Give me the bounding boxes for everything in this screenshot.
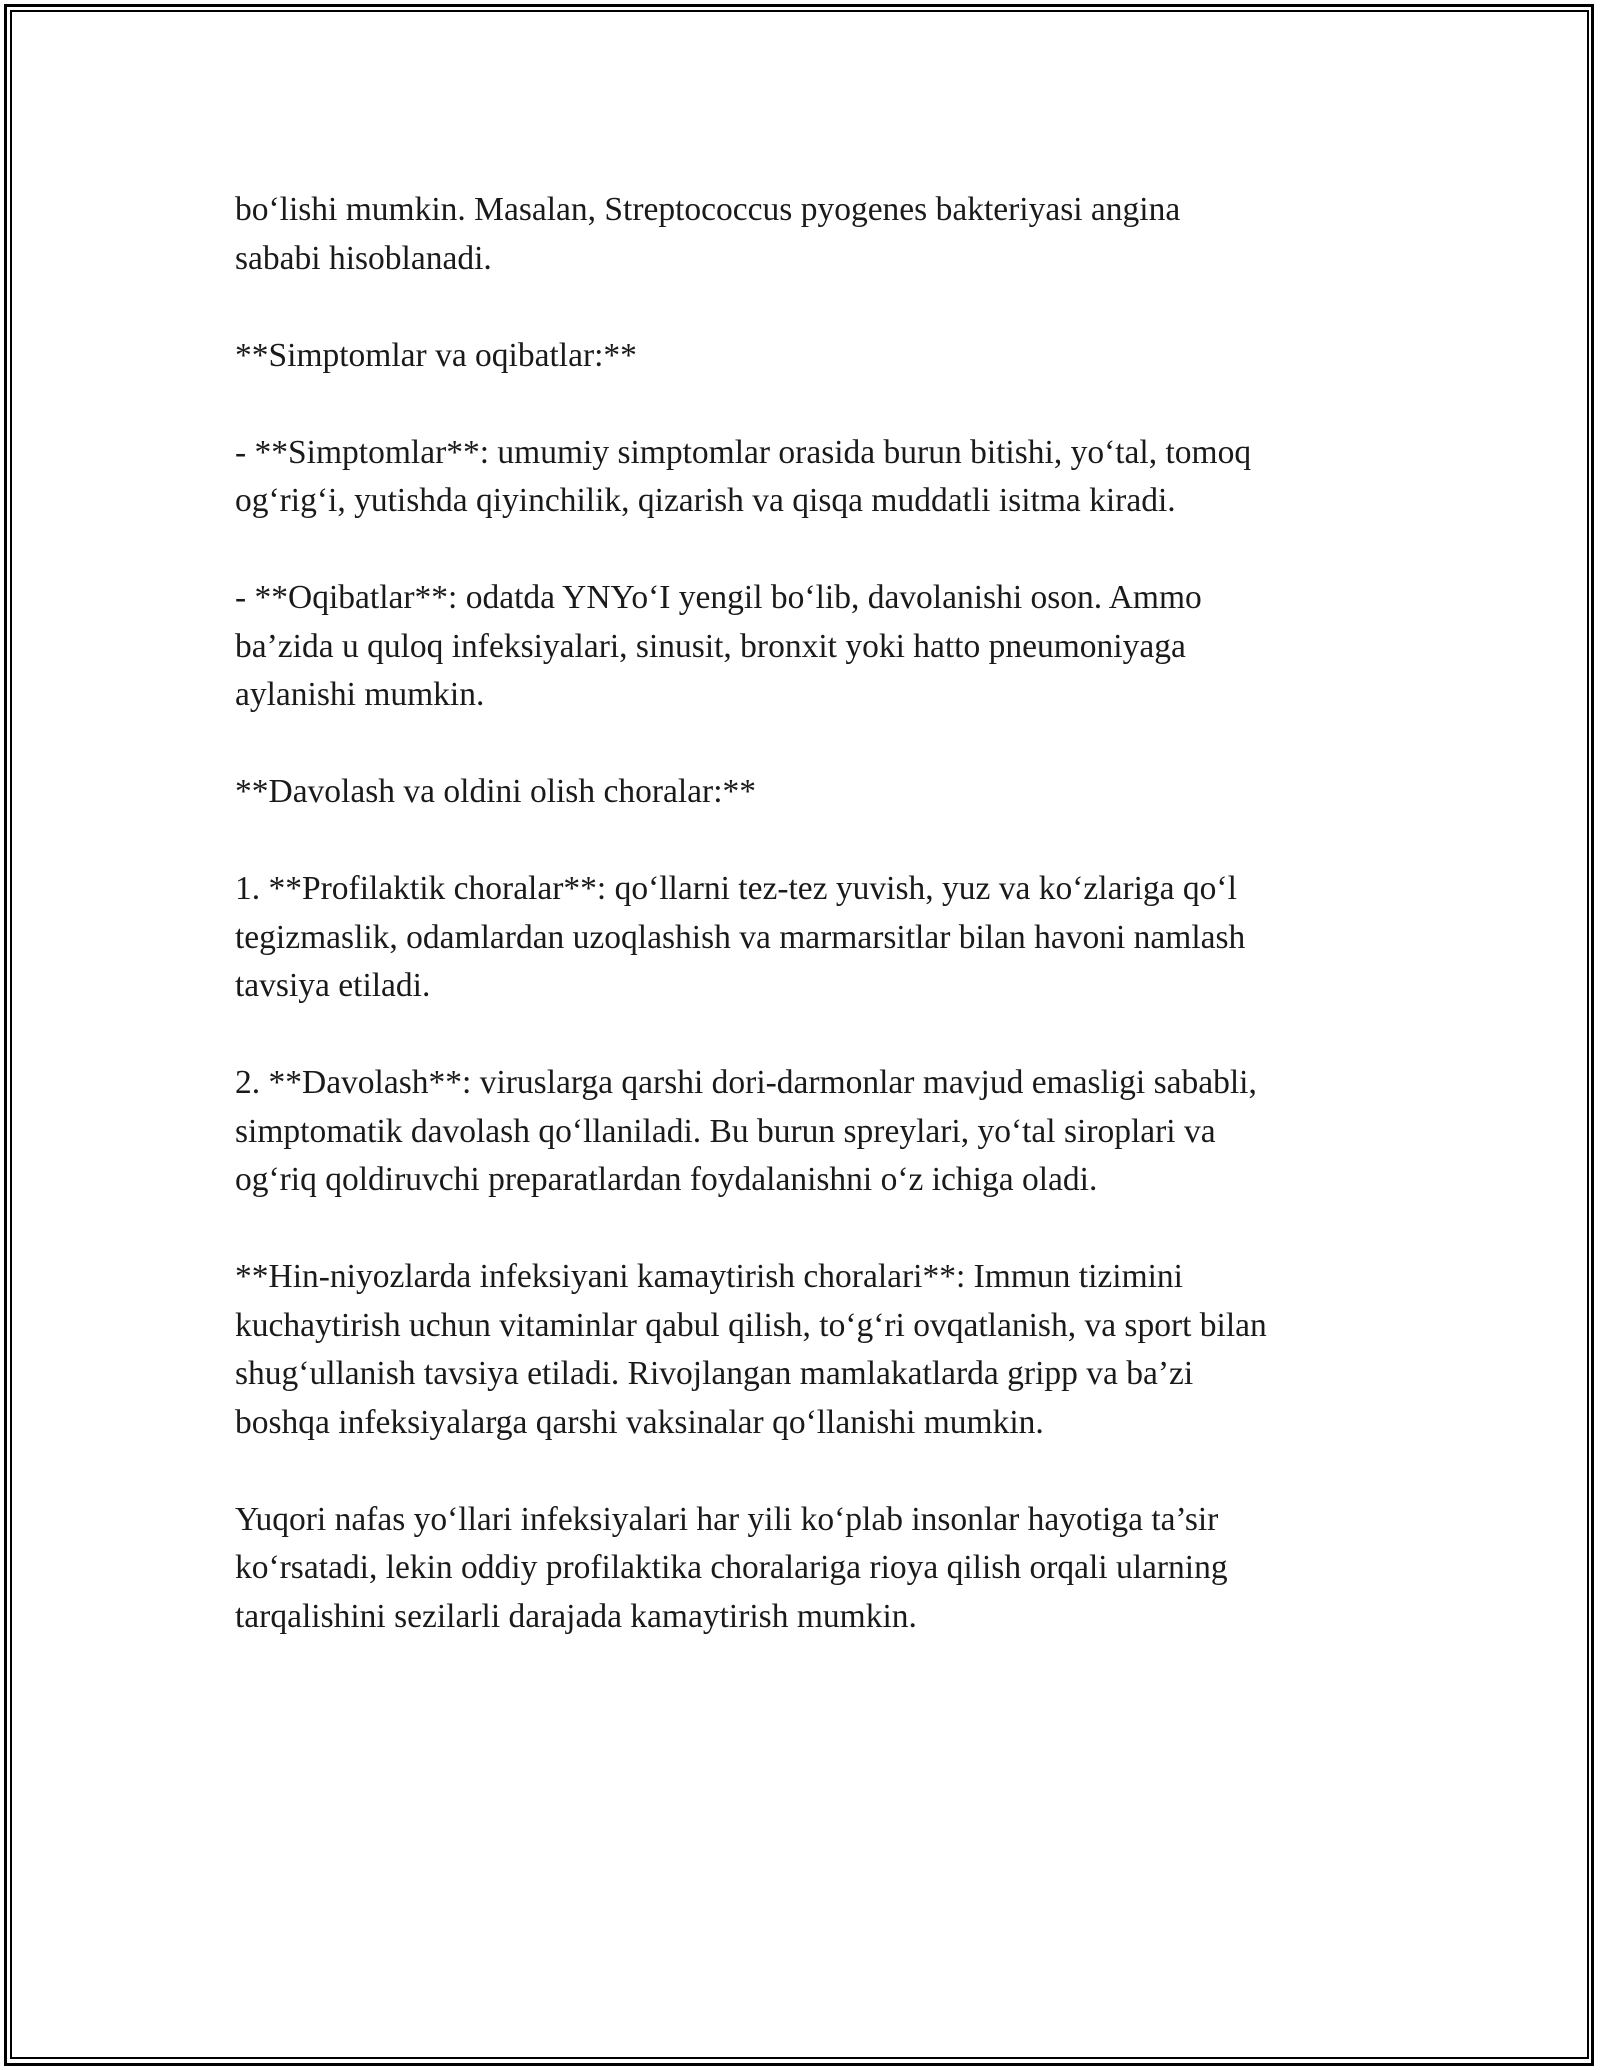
- paragraph-intro-continuation: [235, 186, 1375, 283]
- text-line: tarqalishini sezilarli darajada kamaytirish mumkin.: [235, 1597, 917, 1635]
- text-line: - **Oqibatlar**: odatda YNYo‘I yengil bo‘lib, davolanishi oson. Ammo: [235, 579, 1202, 616]
- text-line: og‘rig‘i, yutishda qiyinchilik, qizarish va qisqa muddatli isitma kiradi.: [235, 482, 1176, 519]
- text-line: bo‘lishi mumkin. Masalan, Streptococcus pyogenes bakteriyasi angina: [235, 191, 1181, 228]
- text-line: og‘riq qoldiruvchi preparatlardan foydalanishni o‘z ichiga oladi.: [235, 1161, 1098, 1198]
- text-line: shug‘ullanish tavsiya etiladi. Rivojlangan mamlakatlarda gripp va ba’zi: [235, 1355, 1194, 1392]
- text-line: Yuqori nafas yo‘llari infeksiyalari har yili ko‘plab insonlar hayotiga ta’sir: [235, 1500, 1219, 1538]
- text-line: aylanishi mumkin.: [235, 676, 485, 713]
- list-item-prophylaxis: [235, 865, 1375, 1011]
- text-line: boshqa infeksiyalarga qarshi vaksinalar qo‘llanishi mumkin.: [235, 1403, 1044, 1441]
- text-line: 1. **Profilaktik choralar**: qo‘llarni tez-tez yuvish, yuz va ko‘zlariga qo‘l: [235, 870, 1237, 907]
- list-item-symptoms: [235, 429, 1375, 526]
- text-line: kuchaytirish uchun vitaminlar qabul qilish, to‘g‘ri ovqatlanish, va sport bilan: [235, 1306, 1267, 1344]
- section-heading-treatment: [235, 768, 1375, 817]
- text-line: tegizmaslik, odamlardan uzoqlashish va marmarsitlar bilan havoni namlash: [235, 918, 1246, 956]
- text-line: tavsiya etiladi.: [235, 967, 431, 1004]
- text-line: simptomatik davolash qo‘llaniladi. Bu burun spreylari, yo‘tal siroplari va: [235, 1112, 1216, 1150]
- text-line: ba’zida u quloq infeksiyalari, sinusit, bronxit yoki hatto pneumoniyaga: [235, 627, 1186, 665]
- text-line: ko‘rsatadi, lekin oddiy profilaktika choralariga rioya qilish orqali ularning: [235, 1549, 1228, 1586]
- text-line: **Simptomlar va oqibatlar:**: [235, 336, 637, 374]
- section-heading-symptoms: [235, 332, 1375, 381]
- text-line: sababi hisoblanadi.: [235, 239, 492, 277]
- paragraph-infection-reduction: [235, 1253, 1375, 1447]
- list-item-consequences: [235, 574, 1375, 720]
- text-line: **Hin-niyozlarda infeksiyani kamaytirish choralari**: Immun tizimini: [235, 1258, 1183, 1295]
- text-line: 2. **Davolash**: viruslarga qarshi dori-darmonlar mavjud emasligi sababli,: [235, 1064, 1257, 1101]
- text-line: - **Simptomlar**: umumiy simptomlar orasida burun bitishi, yo‘tal, tomoq: [235, 433, 1252, 471]
- list-item-treatment: [235, 1059, 1375, 1205]
- text-line: **Davolash va oldini olish choralar:**: [235, 773, 757, 810]
- paragraph-conclusion: [235, 1496, 1375, 1642]
- document-body: [235, 186, 1375, 1690]
